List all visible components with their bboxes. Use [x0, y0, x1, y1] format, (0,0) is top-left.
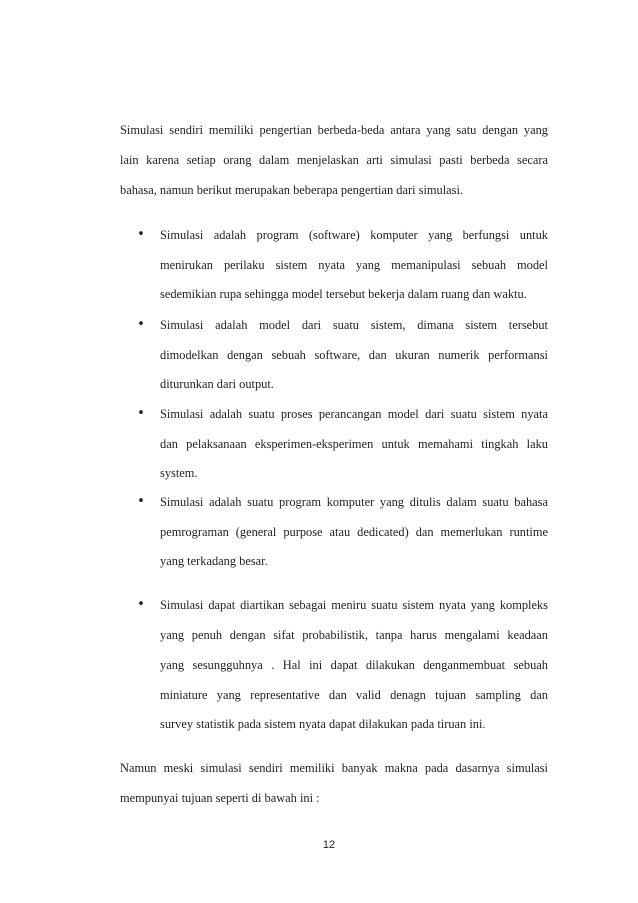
bullet-line: Simulasi adalah model dari suatu sistem, dimana sistem tersebut — [160, 318, 548, 332]
closing-line: Namun meski simulasi sendiri memiliki banyak makna pada dasarnya simulasi — [120, 761, 548, 775]
bullet-marker: • — [137, 317, 145, 332]
bullet-line: sedemikian rupa sehingga model tersebut bekerja dalam ruang dan waktu. — [160, 287, 527, 301]
bullet-line: survey statistik pada sistem nyata dapat dilakukan pada tiruan ini. — [160, 717, 486, 731]
bullet-marker: • — [137, 227, 145, 242]
bullet-line: menirukan perilaku sistem nyata yang memanipulasi sebuah model — [160, 258, 548, 272]
bullet-line: system. — [160, 466, 198, 480]
bullet-line: dan pelaksanaan eksperimen-eksperimen untuk memahami tingkah laku — [160, 437, 548, 451]
intro-line: bahasa, namun berikut merupakan beberapa pengertian dari simulasi. — [120, 183, 464, 197]
bullet-line: yang sesungguhnya . Hal ini dapat dilakukan denganmembuat sebuah — [160, 658, 548, 672]
bullet-marker: • — [137, 597, 145, 612]
bullet-line: pemrograman (general purpose atau dedicated) dan memerlukan runtime — [160, 525, 548, 539]
bullet-marker: • — [137, 494, 145, 509]
bullet-line: Simulasi adalah suatu proses perancangan model dari suatu sistem nyata — [160, 407, 548, 421]
bullet-marker: • — [137, 406, 145, 421]
bullet-line: Simulasi adalah suatu program komputer yang ditulis dalam suatu bahasa — [160, 495, 548, 509]
bullet-line: Simulasi dapat diartikan sebagai meniru suatu sistem nyata yang kompleks — [160, 598, 548, 612]
bullet-line: yang penuh dengan sifat probabilistik, tanpa harus mengalami keadaan — [160, 628, 548, 642]
bullet-line: diturunkan dari output. — [160, 377, 274, 391]
intro-line: Simulasi sendiri memiliki pengertian berbeda-beda antara yang satu dengan yang — [120, 123, 548, 137]
bullet-line: dimodelkan dengan sebuah software, dan ukuran numerik performansi — [160, 348, 548, 362]
bullet-line: yang terkadang besar. — [160, 554, 268, 568]
intro-line: lain karena setiap orang dalam menjelaskan arti simulasi pasti berbeda secara — [120, 153, 548, 167]
bullet-line: Simulasi adalah program (software) komputer yang berfungsi untuk — [160, 228, 548, 242]
bullet-line: miniature yang representative dan valid denagn tujuan sampling dan — [160, 688, 548, 702]
closing-line: mempunyai tujuan seperti di bawah ini : — [120, 791, 320, 805]
page-number: 12 — [322, 839, 336, 851]
